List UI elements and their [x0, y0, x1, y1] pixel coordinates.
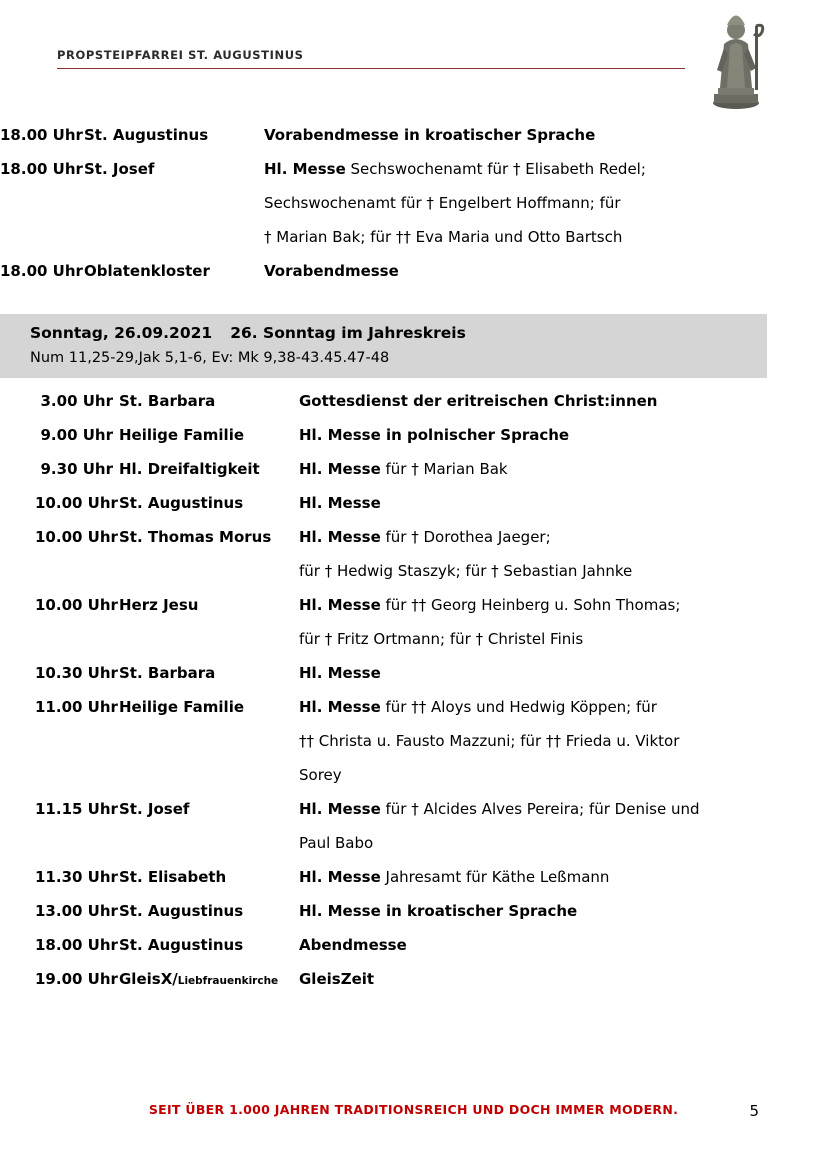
- table-row: [0, 656, 827, 690]
- service-description: [299, 588, 827, 656]
- service-location: Oblatenkloster: [84, 262, 210, 280]
- service-time: 19.00 Uhr: [35, 970, 118, 988]
- service-type: Hl. Messe: [299, 698, 381, 716]
- day-date: Sonntag, 26.09.2021: [30, 324, 213, 342]
- table-row: [0, 486, 827, 520]
- service-location: St. Barbara: [119, 664, 216, 682]
- parish-name: PROPSTEIPFARREI ST. AUGUSTINUS: [57, 48, 304, 62]
- service-type: Vorabendmesse: [264, 262, 399, 280]
- service-type: Hl. Messe: [299, 868, 381, 886]
- service-type: Hl. Messe: [299, 664, 381, 682]
- service-description: [299, 452, 827, 486]
- table-row: [0, 452, 827, 486]
- service-time: 10.30 Uhr: [35, 664, 118, 682]
- table-row: [0, 118, 827, 152]
- service-time: 10.00 Uhr: [35, 596, 118, 614]
- service-detail: Jahresamt für Käthe Leßmann: [380, 868, 610, 886]
- service-location: Heilige Familie: [119, 426, 245, 444]
- service-description: [264, 254, 827, 288]
- service-type: Hl. Messe: [299, 494, 381, 512]
- service-description: [299, 894, 827, 928]
- service-description: [299, 690, 827, 792]
- service-location-main: GleisX/: [119, 970, 178, 988]
- service-description: [264, 152, 827, 254]
- service-description: [299, 520, 827, 588]
- service-location-sub: Liebfrauenkirche: [177, 975, 279, 987]
- table-row: [0, 384, 827, 418]
- service-detail-continued: Sechswochenamt für † Engelbert Hoffmann; für: [264, 194, 621, 212]
- service-location: St. Thomas Morus: [119, 528, 272, 546]
- table-row: [0, 928, 827, 962]
- service-detail-continued: † Marian Bak; für †† Eva Maria und Otto Bartsch: [264, 228, 623, 246]
- service-time: 9.30 Uhr: [40, 460, 113, 478]
- header-divider: [57, 68, 685, 69]
- service-detail-continued: †† Christa u. Fausto Mazzuni; für †† Frieda u. Viktor: [299, 732, 680, 750]
- service-location: Herz Jesu: [119, 596, 199, 614]
- service-type: Hl. Messe: [299, 460, 381, 478]
- service-detail: für †† Georg Heinberg u. Sohn Thomas;: [380, 596, 681, 614]
- service-time: 11.15 Uhr: [35, 800, 118, 818]
- page-header: [57, 48, 687, 69]
- table-row: [0, 588, 827, 656]
- service-description: [299, 792, 827, 860]
- service-type: Hl. Messe: [299, 528, 381, 546]
- service-location: St. Josef: [84, 160, 155, 178]
- service-type: Hl. Messe: [264, 160, 346, 178]
- service-time: 18.00 Uhr: [0, 160, 83, 178]
- table-row: [0, 962, 827, 998]
- section-spacer: [0, 288, 827, 314]
- service-time: 10.00 Uhr: [35, 528, 118, 546]
- service-time: 13.00 Uhr: [35, 902, 118, 920]
- service-location: St. Augustinus: [84, 126, 209, 144]
- service-location: Hl. Dreifaltigkeit: [119, 460, 260, 478]
- service-detail: für †† Aloys und Hedwig Köppen; für: [380, 698, 657, 716]
- service-detail-continued: für † Hedwig Staszyk; für † Sebastian Jahnke: [299, 562, 633, 580]
- table-row: [0, 418, 827, 452]
- service-detail: für † Marian Bak: [380, 460, 508, 478]
- service-location: [119, 962, 299, 998]
- table-row: [0, 254, 827, 288]
- table-row: [0, 690, 827, 792]
- service-time: 18.00 Uhr: [0, 262, 83, 280]
- service-location: St. Barbara: [119, 392, 216, 410]
- table-row: [0, 520, 827, 588]
- service-description: [299, 656, 827, 690]
- footer-slogan: SEIT ÜBER 1.000 JAHREN TRADITIONSREICH UND DOCH IMMER MODERN.: [148, 1102, 679, 1117]
- day-heading: [30, 320, 767, 346]
- service-description: [299, 928, 827, 962]
- service-description: [264, 118, 827, 152]
- service-time: 10.00 Uhr: [35, 494, 118, 512]
- service-type: Hl. Messe in kroatischer Sprache: [299, 902, 578, 920]
- service-type: Hl. Messe: [299, 596, 381, 614]
- service-type: GleisZeit: [299, 970, 375, 988]
- service-location: St. Augustinus: [119, 936, 244, 954]
- saturday-service-list: [0, 118, 827, 288]
- service-time: 11.30 Uhr: [35, 868, 118, 886]
- service-detail-continued: für † Fritz Ortmann; für † Christel Finis: [299, 630, 584, 648]
- service-type: Hl. Messe in polnischer Sprache: [299, 426, 570, 444]
- table-row: [0, 152, 827, 254]
- service-description: [299, 486, 827, 520]
- page-number: 5: [749, 1102, 759, 1120]
- service-time: 18.00 Uhr: [0, 126, 83, 144]
- service-location: St. Augustinus: [119, 494, 244, 512]
- sunday-service-list: [0, 384, 827, 998]
- day-feast: 26. Sonntag im Jahreskreis: [230, 324, 466, 342]
- service-description: [299, 962, 827, 996]
- service-time: 9.00 Uhr: [40, 426, 113, 444]
- service-type: Hl. Messe: [299, 800, 381, 818]
- service-detail: für † Alcides Alves Pereira; für Denise und: [380, 800, 700, 818]
- service-schedule: [0, 118, 827, 998]
- service-type: Abendmesse: [299, 936, 407, 954]
- service-time: 11.00 Uhr: [35, 698, 118, 716]
- service-detail: Sechswochenamt für † Elisabeth Redel;: [345, 160, 646, 178]
- table-row: [0, 860, 827, 894]
- saint-statue-icon: [700, 8, 772, 110]
- day-readings: Num 11,25-29,Jak 5,1-6, Ev: Mk 9,38-43.45.47-48: [30, 350, 390, 366]
- service-location: St. Elisabeth: [119, 868, 227, 886]
- service-time: 3.00 Uhr: [40, 392, 113, 410]
- table-row: [0, 894, 827, 928]
- service-type: Gottesdienst der eritreischen Christ:innen: [299, 392, 658, 410]
- service-detail-continued: Paul Babo: [299, 834, 374, 852]
- day-heading-band: [0, 314, 767, 378]
- service-time: 18.00 Uhr: [35, 936, 118, 954]
- service-detail-continued: Sorey: [299, 766, 342, 784]
- service-description: [299, 418, 827, 452]
- service-description: [299, 384, 827, 418]
- service-location: St. Josef: [119, 800, 190, 818]
- service-description: [299, 860, 827, 894]
- table-row: [0, 792, 827, 860]
- service-type: Vorabendmesse in kroatischer Sprache: [264, 126, 596, 144]
- service-detail: für † Dorothea Jaeger;: [380, 528, 551, 546]
- service-location: St. Augustinus: [119, 902, 244, 920]
- page-footer: [0, 1099, 827, 1118]
- service-location: Heilige Familie: [119, 698, 245, 716]
